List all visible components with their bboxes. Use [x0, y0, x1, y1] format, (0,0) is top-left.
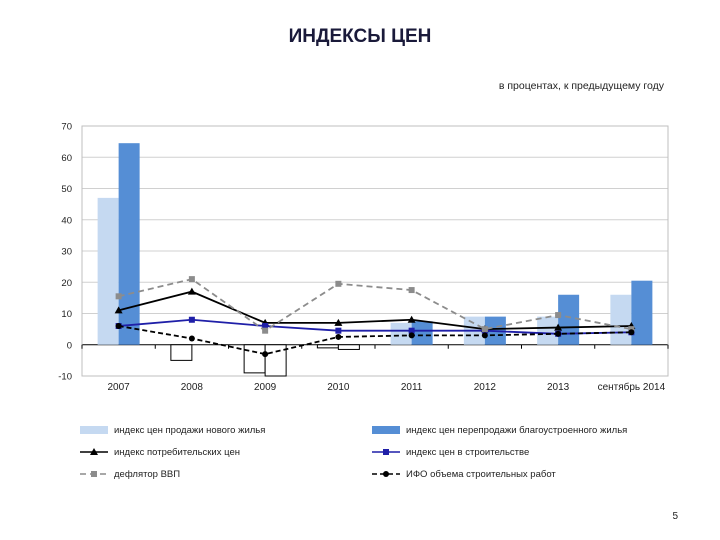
marker-circle [628, 329, 634, 335]
legend-item [372, 446, 529, 458]
x-tick-label: сентябрь 2014 [597, 382, 666, 393]
marker-square [335, 328, 341, 334]
y-tick-label: 50 [61, 184, 72, 195]
page-title: ИНДЕКСЫ ЦЕН [288, 26, 432, 47]
legend-item [372, 424, 627, 436]
legend-label: индекс цен в строительстве [406, 446, 530, 458]
marker-circle [409, 332, 415, 338]
legend-label: ИФО объема строительных работ [406, 468, 556, 480]
marker-square [335, 281, 341, 287]
bar-new-housing [98, 198, 119, 345]
bar-resale-housing [631, 281, 652, 345]
legend-swatch [80, 424, 108, 436]
marker-square [555, 312, 561, 318]
bar-new-housing [317, 345, 338, 348]
marker-square [482, 326, 488, 332]
bar-resale-housing [338, 345, 359, 350]
legend-item [80, 446, 240, 458]
bar-new-housing [610, 295, 631, 345]
y-tick-label: 60 [61, 152, 72, 164]
legend-label: индекс цен перепродажи благоустроенного жилья [406, 424, 628, 436]
y-tick-label: 30 [61, 246, 72, 258]
legend-label: дефлятор ВВП [114, 468, 181, 480]
bar-resale-housing [119, 143, 140, 345]
marker-circle [189, 336, 195, 342]
legend-swatch [372, 468, 400, 480]
bar-new-housing [537, 317, 558, 345]
marker-circle [482, 332, 488, 338]
chart-subtitle: в процентах, к предыдущему году [498, 80, 664, 92]
marker-square [189, 317, 195, 323]
x-tick-label: 2013 [547, 382, 570, 393]
y-tick-label: 70 [61, 121, 72, 133]
bar-resale-housing [265, 345, 286, 376]
legend-item [80, 468, 180, 480]
x-tick-label: 2009 [254, 382, 277, 393]
bar-resale-housing [412, 321, 433, 344]
marker-square [262, 328, 268, 334]
x-tick-label: 2007 [107, 382, 130, 393]
marker-triangle [188, 288, 196, 295]
bar-new-housing [244, 345, 265, 373]
legend-swatch [372, 446, 400, 458]
marker-circle [262, 351, 268, 357]
marker-circle [116, 323, 122, 329]
marker-circle [555, 331, 561, 337]
legend-label: индекс цен продажи нового жилья [114, 424, 266, 436]
x-tick-label: 2012 [473, 382, 496, 393]
y-tick-label: 0 [66, 340, 72, 352]
legend-swatch [80, 468, 108, 480]
bar-new-housing [391, 323, 412, 345]
y-tick-label: 40 [61, 215, 72, 227]
marker-circle [335, 334, 341, 340]
legend-item [80, 424, 265, 436]
legend-swatch [80, 446, 108, 458]
x-tick-label: 2010 [327, 382, 350, 393]
bar-resale-housing [558, 295, 579, 345]
y-tick-label: 10 [61, 309, 72, 320]
legend-item [372, 468, 556, 480]
y-tick-label: -10 [58, 371, 72, 383]
x-tick-label: 2008 [180, 382, 203, 393]
bar-new-housing [171, 345, 192, 361]
legend-swatch [372, 424, 400, 436]
x-tick-label: 2011 [400, 382, 423, 393]
y-tick-label: 20 [61, 277, 72, 289]
marker-square [189, 276, 195, 282]
marker-square [409, 287, 415, 293]
legend-label: индекс потребительских цен [114, 446, 240, 458]
page-number: 5 [672, 511, 678, 522]
marker-square [116, 293, 122, 299]
